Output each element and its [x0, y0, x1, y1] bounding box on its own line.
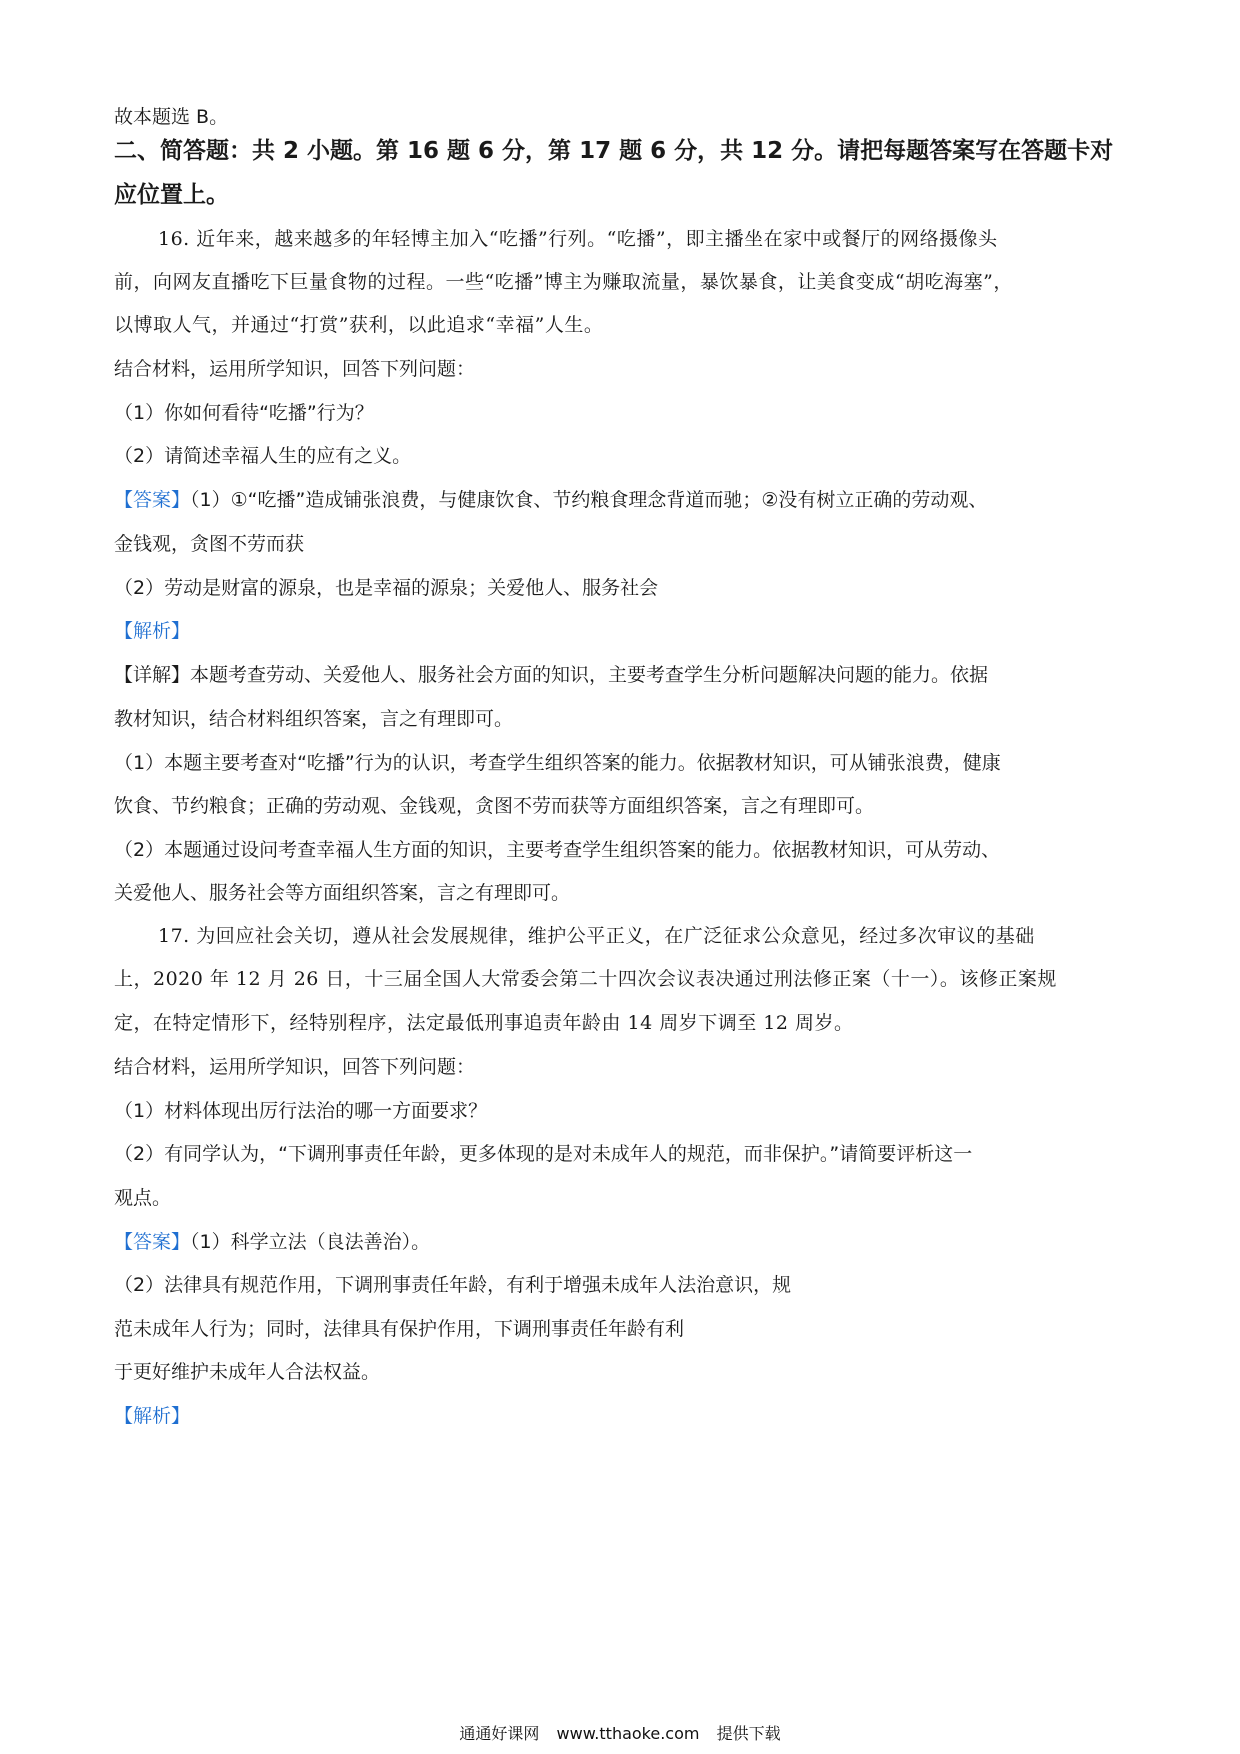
q16-answer-line-1	[114, 486, 987, 514]
page-footer	[0, 1722, 1240, 1746]
q16-subquestion-1: （1）你如何看待“吃播”行为？	[114, 402, 374, 424]
q17-answer-line-2: （2）法律具有规范作用，下调刑事责任年龄，有利于增强未成年人法治意识，规	[114, 1274, 792, 1296]
q16-instruction: 结合材料，运用所学知识，回答下列问题：	[114, 358, 476, 380]
q16-detail-line-4: 饮食、节约粮食；正确的劳动观、金钱观，贪图不劳而获等方面组织答案，言之有理即可。	[114, 795, 875, 817]
q16-detail-line-1: 【详解】本题考查劳动、关爱他人、服务社会方面的知识，主要考查学生分析问题解决问题的能力。依据	[114, 664, 989, 686]
q17-material-line-2: 上，2020 年 12 月 26 日，十三届全国人大常委会第二十四次会议表决通过刑法修正案（十一）。该修正案规	[114, 968, 1057, 990]
footer-note: 提供下载	[716, 1724, 781, 1743]
q16-detail-line-2: 教材知识，结合材料组织答案，言之有理即可。	[114, 708, 514, 730]
q17-subquestion-2-line-1: （2）有同学认为，“下调刑事责任年龄，更多体现的是对未成年人的规范，而非保护。”请简要评析这一	[114, 1143, 973, 1165]
q16-detail-line-6: 关爱他人、服务社会等方面组织答案，言之有理即可。	[114, 882, 571, 904]
q17-answer-line-1	[114, 1228, 430, 1256]
q16-answer-line-3: （2）劳动是财富的源泉，也是幸福的源泉；关爱他人、服务社会	[114, 577, 659, 599]
q17-answer-line-3: 范未成年人行为；同时，法律具有保护作用，下调刑事责任年龄有利	[114, 1318, 685, 1340]
q16-material-line-3: 以博取人气，并通过“打赏”获利，以此追求“幸福”人生。	[114, 314, 604, 336]
q17-answer-line-4: 于更好维护未成年人合法权益。	[114, 1361, 381, 1383]
prev-answer-conclusion: 故本题选 B。	[114, 106, 229, 128]
q16-material-line-1: 16. 近年来，越来越多的年轻博主加入“吃播”行列。“吃播”，即主播坐在家中或餐厅的网络摄像头	[158, 228, 998, 250]
q16-answer-line-2: 金钱观，贪图不劳而获	[114, 533, 305, 555]
footer-url[interactable]: www.tthaoke.com	[556, 1724, 700, 1743]
q16-analysis-tag: 【解析】	[114, 620, 191, 642]
q16-detail-line-3: （1）本题主要考查对“吃播”行为的认识，考查学生组织答案的能力。依据教材知识，可从铺张浪费，健康	[114, 752, 1001, 774]
answer-text: （1）①“吃播”造成铺张浪费，与健康饮食、节约粮食理念背道而驰；②没有树立正确的劳动观、	[190, 489, 988, 511]
footer-site-name: 通通好课网	[459, 1724, 540, 1743]
q17-subquestion-1: （1）材料体现出厉行法治的哪一方面要求？	[114, 1100, 488, 1122]
answer-tag: 【答案】	[114, 1231, 191, 1253]
q16-material-line-2: 前，向网友直播吃下巨量食物的过程。一些“吃播”博主为赚取流量，暴饮暴食，让美食变成“胡吃海塞”，	[114, 271, 1013, 293]
q17-subquestion-2-line-2: 观点。	[114, 1187, 172, 1209]
q17-material-line-3: 定，在特定情形下，经特别程序，法定最低刑事追责年龄由 14 周岁下调至 12 周岁。	[114, 1012, 854, 1034]
answer-tag: 【答案】	[114, 489, 191, 511]
section-heading-line-2: 应位置上。	[114, 182, 229, 208]
q16-subquestion-2: （2）请简述幸福人生的应有之义。	[114, 445, 412, 467]
section-heading-line-1: 二、简答题：共 2 小题。第 16 题 6 分，第 17 题 6 分，共 12 分。请把每题答案写在答题卡对	[114, 138, 1114, 164]
q17-analysis-tag: 【解析】	[114, 1405, 191, 1427]
answer-text: （1）科学立法（良法善治）。	[190, 1231, 431, 1253]
q17-material-line-1: 17. 为回应社会关切，遵从社会发展规律，维护公平正义，在广泛征求公众意见，经过多次审议的基础	[158, 925, 1035, 947]
q17-instruction: 结合材料，运用所学知识，回答下列问题：	[114, 1056, 476, 1078]
q16-detail-line-5: （2）本题通过设问考查幸福人生方面的知识，主要考查学生组织答案的能力。依据教材知识，可从劳动、	[114, 839, 1001, 861]
